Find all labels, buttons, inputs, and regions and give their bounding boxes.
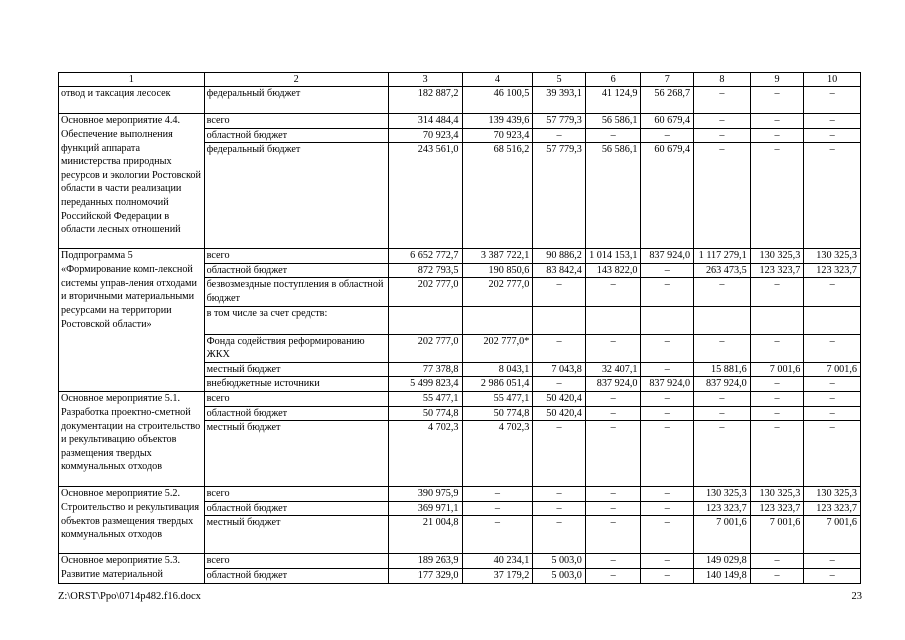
value-cell: 123 323,7 (750, 501, 804, 516)
table-row (59, 249, 861, 264)
source-cell: областной бюджет (204, 406, 388, 421)
value-cell (694, 306, 751, 334)
value-cell (462, 306, 533, 334)
source-cell: всего (204, 249, 388, 264)
value-cell: 70 923,4 (462, 128, 533, 143)
value-cell: 1 014 153,1 (585, 249, 641, 264)
source-cell: областной бюджет (204, 501, 388, 516)
value-cell: – (694, 114, 751, 129)
source-cell: федеральный бюджет (204, 87, 388, 114)
value-cell: – (804, 87, 861, 114)
header-cell: 8 (694, 73, 751, 87)
value-cell: 202 777,0* (462, 334, 533, 362)
value-cell: 4 702,3 (388, 421, 462, 487)
value-cell: 123 323,7 (694, 501, 751, 516)
table-row (59, 487, 861, 502)
value-cell: 139 439,6 (462, 114, 533, 129)
table-row (59, 87, 861, 114)
source-cell: областной бюджет (204, 263, 388, 278)
value-cell: – (750, 554, 804, 569)
source-cell: всего (204, 487, 388, 502)
subprogram-title-cell: Подпрограмма 5 (59, 249, 205, 264)
header-cell: 6 (585, 73, 641, 87)
value-cell (585, 306, 641, 334)
value-cell: – (585, 128, 641, 143)
budget-table (58, 72, 861, 584)
value-cell: 872 793,5 (388, 263, 462, 278)
value-cell: – (533, 377, 586, 392)
value-cell: – (533, 501, 586, 516)
value-cell: – (750, 278, 804, 306)
value-cell: – (585, 421, 641, 487)
value-cell: 202 777,0 (462, 278, 533, 306)
value-cell: – (804, 128, 861, 143)
value-cell: – (804, 143, 861, 249)
value-cell: 2 986 051,4 (462, 377, 533, 392)
activity-description-cell: Строительство и рекультивация объектов размещения твердых коммунальных отходов (59, 501, 205, 554)
value-cell: 57 779,3 (533, 114, 586, 129)
activity-title-cell: Основное мероприятие 5.3. (59, 554, 205, 569)
value-cell: – (533, 128, 586, 143)
header-cell: 2 (204, 73, 388, 87)
source-cell: всего (204, 391, 388, 406)
value-cell: 40 234,1 (462, 554, 533, 569)
value-cell: 130 325,3 (694, 487, 751, 502)
value-cell: – (804, 114, 861, 129)
value-cell: – (585, 568, 641, 583)
header-cell: 4 (462, 73, 533, 87)
value-cell: – (804, 278, 861, 306)
value-cell: 70 923,4 (388, 128, 462, 143)
header-cell: 9 (750, 73, 804, 87)
value-cell: 1 117 279,1 (694, 249, 751, 264)
table-row (59, 501, 861, 516)
column-number-header-row (59, 73, 861, 87)
source-cell: федеральный бюджет (204, 143, 388, 249)
value-cell: 50 420,4 (533, 391, 586, 406)
value-cell: – (694, 128, 751, 143)
value-cell: 60 679,4 (641, 114, 694, 129)
value-cell: 314 484,4 (388, 114, 462, 129)
header-cell: 3 (388, 73, 462, 87)
value-cell: 390 975,9 (388, 487, 462, 502)
value-cell: – (694, 391, 751, 406)
table-row (59, 554, 861, 569)
value-cell: 837 924,0 (641, 249, 694, 264)
value-cell: 369 971,1 (388, 501, 462, 516)
value-cell: – (750, 87, 804, 114)
value-cell: 837 924,0 (694, 377, 751, 392)
value-cell: – (750, 114, 804, 129)
value-cell: – (641, 501, 694, 516)
value-cell: – (750, 421, 804, 487)
value-cell: – (694, 334, 751, 362)
value-cell: 182 887,2 (388, 87, 462, 114)
value-cell: – (641, 516, 694, 554)
value-cell: – (750, 334, 804, 362)
value-cell: 837 924,0 (641, 377, 694, 392)
value-cell: – (750, 143, 804, 249)
value-cell: – (750, 128, 804, 143)
value-cell: 3 387 722,1 (462, 249, 533, 264)
value-cell: 123 323,7 (804, 263, 861, 278)
value-cell: – (641, 487, 694, 502)
value-cell: 7 001,6 (750, 362, 804, 377)
value-cell: 130 325,3 (750, 249, 804, 264)
value-cell: – (585, 406, 641, 421)
value-cell: – (804, 391, 861, 406)
value-cell: 149 029,8 (694, 554, 751, 569)
value-cell: – (641, 406, 694, 421)
value-cell: – (641, 391, 694, 406)
source-cell: в том числе за счет средств: (204, 306, 388, 334)
value-cell: 56 586,1 (585, 114, 641, 129)
value-cell: 15 881,6 (694, 362, 751, 377)
value-cell: – (804, 377, 861, 392)
source-cell: местный бюджет (204, 362, 388, 377)
activity-title-cell: Основное мероприятие 5.1. (59, 391, 205, 406)
value-cell: 39 393,1 (533, 87, 586, 114)
activity-description-cell: Обеспечение выполнения функций аппарата министерства природных ресурсов и экологии Ростовской области в части реализации переданных полномочий Российской Федерации в области лесных отношений (59, 128, 205, 249)
value-cell: – (585, 501, 641, 516)
activity-description-cell: Разработка проектно-сметной документации на строительство и рекультивацию объектов размещения твердых коммунальных отходов (59, 406, 205, 487)
value-cell: 7 001,6 (750, 516, 804, 554)
table-row (59, 391, 861, 406)
value-cell: 68 516,2 (462, 143, 533, 249)
value-cell: – (641, 362, 694, 377)
value-cell: – (462, 501, 533, 516)
value-cell: 190 850,6 (462, 263, 533, 278)
value-cell: – (804, 421, 861, 487)
value-cell: 140 149,8 (694, 568, 751, 583)
source-cell: всего (204, 114, 388, 129)
value-cell: – (585, 278, 641, 306)
header-cell: 7 (641, 73, 694, 87)
value-cell: 202 777,0 (388, 278, 462, 306)
page-number: 23 (851, 591, 862, 602)
value-cell: – (641, 334, 694, 362)
value-cell (533, 306, 586, 334)
table-row (59, 406, 861, 421)
header-cell: 1 (59, 73, 205, 87)
value-cell: 130 325,3 (804, 249, 861, 264)
value-cell: 90 886,2 (533, 249, 586, 264)
header-cell: 5 (533, 73, 586, 87)
source-cell: областной бюджет (204, 128, 388, 143)
value-cell: – (694, 421, 751, 487)
value-cell: – (804, 406, 861, 421)
activity-description-cell: Развитие материальной (59, 568, 205, 583)
value-cell: – (750, 377, 804, 392)
footer-file-path: Z:\ORST\Ppo\0714p482.f16.docx (58, 591, 201, 602)
value-cell: 57 779,3 (533, 143, 586, 249)
value-cell: 4 702,3 (462, 421, 533, 487)
value-cell: 123 323,7 (804, 501, 861, 516)
value-cell: – (694, 143, 751, 249)
value-cell: – (641, 421, 694, 487)
value-cell: – (533, 487, 586, 502)
subprogram-description-cell: «Формирование комп-лексной системы управ-ления отходами и вторичными материальными ресурсами на территории Ростовской области» (59, 263, 205, 391)
value-cell: 243 561,0 (388, 143, 462, 249)
value-cell (750, 306, 804, 334)
value-cell (804, 306, 861, 334)
value-cell: – (533, 278, 586, 306)
value-cell: – (533, 421, 586, 487)
value-cell: 83 842,4 (533, 263, 586, 278)
value-cell: – (462, 516, 533, 554)
value-cell: – (585, 391, 641, 406)
table-row (59, 128, 861, 143)
table-row (59, 114, 861, 129)
value-cell: – (694, 406, 751, 421)
value-cell: – (804, 334, 861, 362)
value-cell (388, 306, 462, 334)
value-cell: 7 001,6 (804, 516, 861, 554)
value-cell: 837 924,0 (585, 377, 641, 392)
value-cell: – (585, 516, 641, 554)
value-cell: 123 323,7 (750, 263, 804, 278)
value-cell: – (641, 554, 694, 569)
value-cell: 143 822,0 (585, 263, 641, 278)
source-cell: областной бюджет (204, 568, 388, 583)
value-cell: – (750, 568, 804, 583)
value-cell: – (641, 263, 694, 278)
value-cell: 37 179,2 (462, 568, 533, 583)
value-cell: 55 477,1 (388, 391, 462, 406)
table-row (59, 568, 861, 583)
value-cell: 50 420,4 (533, 406, 586, 421)
value-cell: 7 043,8 (533, 362, 586, 377)
value-cell: 130 325,3 (804, 487, 861, 502)
value-cell: – (694, 278, 751, 306)
header-cell: 10 (804, 73, 861, 87)
value-cell: 7 001,6 (804, 362, 861, 377)
value-cell: 5 003,0 (533, 554, 586, 569)
value-cell: – (585, 554, 641, 569)
value-cell: 55 477,1 (462, 391, 533, 406)
value-cell: 8 043,1 (462, 362, 533, 377)
source-cell: всего (204, 554, 388, 569)
value-cell: 77 378,8 (388, 362, 462, 377)
value-cell: 60 679,4 (641, 143, 694, 249)
value-cell (641, 306, 694, 334)
value-cell: 177 329,0 (388, 568, 462, 583)
value-cell: 263 473,5 (694, 263, 751, 278)
activity-cell: отвод и таксация лесосек (59, 87, 205, 114)
source-cell: местный бюджет (204, 516, 388, 554)
value-cell: 5 499 823,4 (388, 377, 462, 392)
table-row (59, 263, 861, 278)
value-cell: 32 407,1 (585, 362, 641, 377)
activity-title-cell: Основное мероприятие 5.2. (59, 487, 205, 502)
value-cell: – (641, 278, 694, 306)
value-cell: – (585, 487, 641, 502)
value-cell: – (750, 406, 804, 421)
value-cell: – (462, 487, 533, 502)
value-cell: – (533, 334, 586, 362)
value-cell: 7 001,6 (694, 516, 751, 554)
value-cell: 50 774,8 (462, 406, 533, 421)
value-cell: – (804, 554, 861, 569)
value-cell: 189 263,9 (388, 554, 462, 569)
value-cell: 6 652 772,7 (388, 249, 462, 264)
value-cell: – (750, 391, 804, 406)
source-cell: Фонда содействия реформированию ЖКХ (204, 334, 388, 362)
value-cell: 56 268,7 (641, 87, 694, 114)
value-cell: – (585, 334, 641, 362)
source-cell: безвозмездные поступления в областной бюджет (204, 278, 388, 306)
value-cell: – (694, 87, 751, 114)
activity-title-cell: Основное мероприятие 4.4. (59, 114, 205, 129)
value-cell: – (533, 516, 586, 554)
value-cell: – (641, 128, 694, 143)
value-cell: 41 124,9 (585, 87, 641, 114)
value-cell: 130 325,3 (750, 487, 804, 502)
value-cell: 46 100,5 (462, 87, 533, 114)
source-cell: внебюджетные источники (204, 377, 388, 392)
value-cell: 5 003,0 (533, 568, 586, 583)
value-cell: 50 774,8 (388, 406, 462, 421)
value-cell: 56 586,1 (585, 143, 641, 249)
value-cell: 202 777,0 (388, 334, 462, 362)
value-cell: 21 004,8 (388, 516, 462, 554)
value-cell: – (641, 568, 694, 583)
source-cell: местный бюджет (204, 421, 388, 487)
value-cell: – (804, 568, 861, 583)
